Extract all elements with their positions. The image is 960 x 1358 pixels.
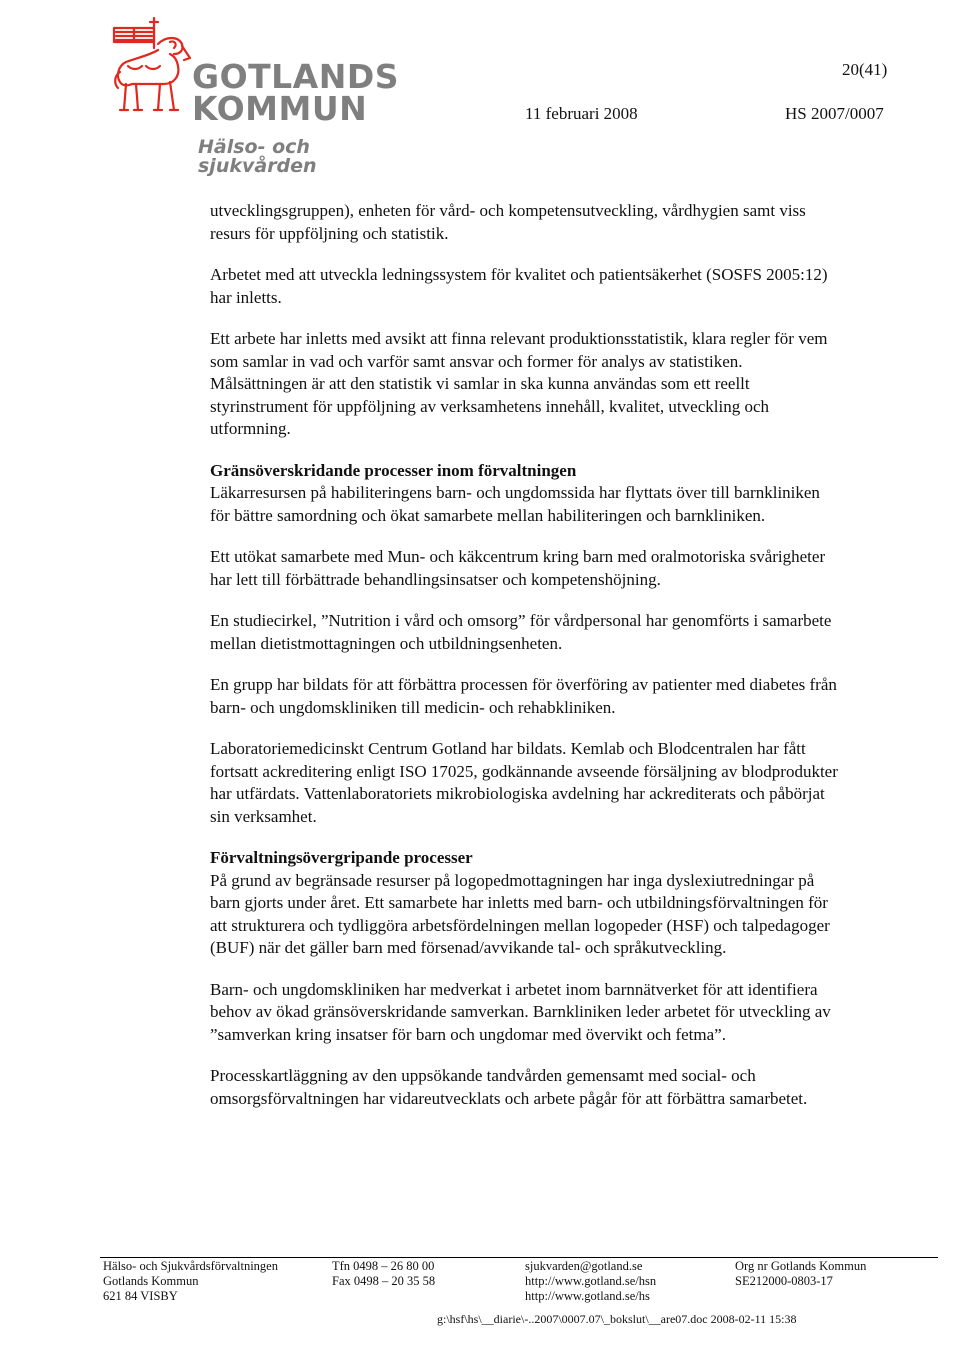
paragraph: Processkartläggning av den uppsökande tandvården gemensamt med social- och omsorgsförvaltningen har vidareutvecklats och arbete pågår för att förbättra samarbetet. <box>210 1066 808 1108</box>
footer-line: Hälso- och Sjukvårdsförvaltningen <box>103 1259 278 1273</box>
footer-phone <box>332 1259 435 1289</box>
paragraph: Ett utökat samarbete med Mun- och käkcentrum kring barn med oralmotoriska svårigheter har lett till förbättrade behandlingsinsatser och kompetenshöjning. <box>210 547 826 589</box>
footer-address <box>103 1259 278 1304</box>
page-number: 20(41) <box>842 60 888 79</box>
logo-text-kommun: KOMMUN <box>192 89 368 128</box>
paragraph: utvecklingsgruppen), enheten för vård- och kompetensutveckling, vårdhygien samt viss resurs för uppföljning och statistik. <box>210 201 806 243</box>
footer-line: Gotlands Kommun <box>103 1274 199 1288</box>
paragraph: En studiecirkel, ”Nutrition i vård och omsorg” för vårdpersonal har genomförts i samarbete mellan dietistmottagningen och utbildningsenheten. <box>210 611 832 653</box>
paragraph: Barn- och ungdomskliniken har medverkat i arbetet inom barnnätverket för att identifiera behov av ökad gränsöverskridande samverkan. Barnkliniken leder arbetet för utveckling av ”samverkan kring insatser för barn och ungdomar med övervikt och fetma”. <box>210 979 831 1044</box>
footer-line: Fax 0498 – 20 35 58 <box>332 1274 436 1288</box>
section <box>210 847 840 960</box>
document-body <box>210 200 840 1129</box>
footer-line: SE212000-0803-17 <box>735 1274 833 1288</box>
paragraph: En grupp har bildats för att förbättra processen för överföring av patienter med diabetes från barn- och ungdomskliniken till medicin- och rehabkliniken. <box>210 675 837 717</box>
email-link[interactable]: sjukvarden@gotland.se <box>525 1259 643 1273</box>
section-heading: Gränsöverskridande processer inom förvaltningen <box>210 460 577 480</box>
paragraph: Ett arbete har inletts med avsikt att finna relevant produktionsstatistik, klara regler för vem som samlar in vad och varför samt ansvar och former för analys av statistiken. Målsättningen är att den statistik vi samlar in ska kunna användas som ett reellt styrinstrument för uppföljning av verksamhetens innehåll, kvalitet, utveckling och utformning. <box>210 329 828 438</box>
footer-line: Org nr Gotlands Kommun <box>735 1259 867 1273</box>
paragraph: Läkarresursen på habiliteringens barn- och ungdomssida har flyttats över till barnkliniken för bättre samordning och ökat samarbete mellan habiliteringen och barnkliniken. <box>210 483 820 525</box>
footer-divider <box>100 1257 938 1258</box>
footer-line: Tfn 0498 – 26 80 00 <box>332 1259 435 1273</box>
section <box>210 460 840 528</box>
web-link[interactable]: http://www.gotland.se/hsn <box>525 1274 657 1288</box>
web-link[interactable]: http://www.gotland.se/hs <box>525 1289 650 1303</box>
document-date: 11 februari 2008 <box>525 104 638 123</box>
gotlands-kommun-logo <box>108 14 399 177</box>
document-reference: HS 2007/0007 <box>785 104 884 123</box>
footer-contact <box>525 1259 656 1304</box>
section-heading: Förvaltningsövergripande processer <box>210 848 473 867</box>
paragraph: Arbetet med att utveckla ledningssystem för kvalitet och patientsäkerhet (SOSFS 2005:12) har inletts. <box>210 265 828 307</box>
ram-emblem-icon <box>108 14 198 124</box>
paragraph: Laboratoriemedicinskt Centrum Gotland har bildats. Kemlab och Blodcentralen har fått fortsatt ackreditering enligt ISO 17025, godkännande avseende försäljning av blodprodukter har utfärdats. Vattenlaboratoriets mikrobiologiska avdelning har ackrediterats och påbörjat sin verksamhet. <box>210 739 838 826</box>
footer-line: 621 84 VISBY <box>103 1289 178 1303</box>
logo-text-gotlands: GOTLANDS <box>192 57 399 96</box>
footer-org <box>735 1259 866 1289</box>
paragraph: På grund av begränsade resurser på logopedmottagningen har inga dyslexiutredningar på barn gjorts under året. Ett samarbete har inletts med barn- och utbildningsförvaltningen för att strukturera och tydliggöra arbetsfördelningen mellan logopeder (HSF) och talpedagoger (BUF) när det gäller barn med försenad/avvikande tal- och språkutveckling. <box>210 870 830 957</box>
file-path: g:\hsf\hs\__diarie\-..2007\0007.07\_bokslut\__are07.doc 2008-02-11 15:38 <box>437 1312 797 1326</box>
logo-subtitle: Hälso- och sjukvården <box>198 136 317 177</box>
